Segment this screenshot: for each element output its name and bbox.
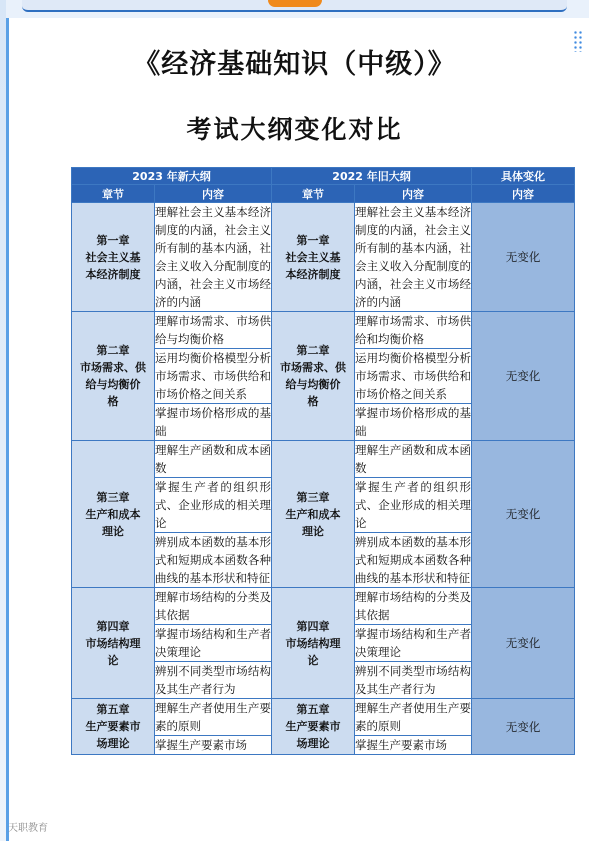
new-content-cell: 理解生产者使用生产要素的原则 (155, 699, 272, 736)
chapter-name-line: 生产要素市 (285, 720, 341, 733)
old-chapter-name (272, 203, 355, 312)
table-body (72, 203, 575, 755)
chapter-name-line: 理论 (102, 524, 124, 538)
top-band (0, 0, 589, 18)
chapter-name-line: 论 (107, 653, 119, 667)
new-content-cell: 辨别不同类型市场结构及其生产者行为 (155, 662, 272, 699)
chapter-name-line: 市场需求、供 (80, 361, 146, 374)
old-chapter-name (272, 699, 355, 755)
chapter-name-line: 第四章 (96, 619, 130, 633)
old-content-cell: 辨别成本函数的基本形式和短期成本函数各种曲线的基本形状和特征 (355, 533, 472, 588)
chapter-name-line: 第五章 (296, 703, 330, 716)
old-content-cell: 掌握生产者的组织形式、企业形成的相关理论 (355, 478, 472, 533)
chapter-name-line: 第三章 (296, 490, 330, 504)
chapter-name-line: 生产和成本 (285, 507, 341, 521)
chapter-name-line: 市场结构理 (285, 636, 341, 650)
old-chapter-name (272, 312, 355, 441)
chapter-name-line: 本经济制度 (85, 267, 141, 281)
new-chapter-name (72, 203, 155, 312)
new-chapter-name (72, 312, 155, 441)
chapter-name-line: 第五章 (96, 703, 130, 716)
outline-comparison-table (71, 167, 575, 755)
table-row (72, 699, 575, 736)
header-old-content: 内容 (355, 185, 472, 203)
chapter-name-line: 本经济制度 (285, 267, 341, 281)
new-content-cell: 辨别成本函数的基本形式和短期成本函数各种曲线的基本形状和特征 (155, 533, 272, 588)
table-row (72, 312, 575, 349)
chapter-name-line: 论 (307, 653, 319, 667)
document-subtitle: 考试大纲变化对比 (186, 115, 403, 144)
new-content-cell: 理解市场结构的分类及其依据 (155, 588, 272, 625)
new-content-cell: 理解社会主义基本经济制度的内涵，社会主义所有制的基本内涵，社会主义收入分配制度的内涵，社会主义市场经济的内涵 (155, 203, 272, 312)
header-old-chapter: 章节 (272, 185, 355, 203)
header-change-content: 内容 (472, 185, 575, 203)
chapter-name-line: 市场需求、供 (280, 361, 347, 374)
new-content-cell: 运用均衡价格模型分析市场需求、市场供给和市场价格之间关系 (155, 349, 272, 404)
old-content-cell: 辨别不同类型市场结构及其生产者行为 (355, 662, 472, 699)
chapter-name-line: 场理论 (96, 737, 130, 750)
new-content-cell: 掌握市场价格形成的基础 (155, 404, 272, 441)
old-chapter-name (272, 441, 355, 588)
chapter-name-line: 生产和成本 (85, 507, 141, 521)
top-orange-tab (268, 0, 322, 7)
new-content-cell: 掌握生产要素市场 (155, 736, 272, 755)
new-content-cell: 掌握市场结构和生产者决策理论 (155, 625, 272, 662)
change-cell: 无变化 (472, 441, 575, 588)
old-content-cell: 理解市场结构的分类及其依据 (355, 588, 472, 625)
chapter-name-line: 生产要素市 (85, 720, 141, 733)
chapter-name-line: 格 (107, 395, 119, 408)
table-header-row-2 (72, 185, 575, 203)
change-cell: 无变化 (472, 588, 575, 699)
table-header-row-1 (72, 168, 575, 185)
change-cell: 无变化 (472, 203, 575, 312)
old-content-cell: 理解生产者使用生产要素的原则 (355, 699, 472, 736)
header-new-outline: 2023 年新大纲 (72, 168, 272, 185)
new-content-cell: 理解生产函数和成本函数 (155, 441, 272, 478)
chapter-name-line: 第三章 (96, 490, 130, 504)
old-content-cell: 掌握市场价格形成的基础 (355, 404, 472, 441)
new-chapter-name (72, 699, 155, 755)
table-row (72, 588, 575, 625)
chapter-name-line: 第一章 (96, 233, 130, 247)
chapter-name-line: 格 (307, 395, 319, 408)
header-change: 具体变化 (472, 168, 575, 185)
chapter-name-line: 社会主义基 (285, 250, 341, 264)
change-cell: 无变化 (472, 699, 575, 755)
chapter-name-line: 给与均衡价 (285, 378, 341, 391)
watermark: 天职教育 (8, 823, 48, 834)
change-cell: 无变化 (472, 312, 575, 441)
old-content-cell: 运用均衡价格模型分析市场需求、市场供给和市场价格之间关系 (355, 349, 472, 404)
old-content-cell: 理解社会主义基本经济制度的内涵，社会主义所有制的基本内涵，社会主义收入分配制度的内涵，社会主义市场经济的内涵 (355, 203, 472, 312)
chapter-name-line: 第一章 (296, 233, 330, 247)
chapter-name-line: 第二章 (96, 344, 130, 357)
new-chapter-name (72, 441, 155, 588)
chapter-name-line: 社会主义基 (85, 250, 141, 264)
header-new-content: 内容 (155, 185, 272, 203)
table-row (72, 203, 575, 312)
old-content-cell: 掌握市场结构和生产者决策理论 (355, 625, 472, 662)
chapter-name-line: 场理论 (296, 737, 330, 750)
old-content-cell: 理解生产函数和成本函数 (355, 441, 472, 478)
old-chapter-name (272, 588, 355, 699)
new-chapter-name (72, 588, 155, 699)
new-content-cell: 掌握生产者的组织形式、企业形成的相关理论 (155, 478, 272, 533)
chapter-name-line: 第二章 (296, 344, 330, 357)
new-content-cell: 理解市场需求、市场供给与均衡价格 (155, 312, 272, 349)
chapter-name-line: 市场结构理 (85, 636, 141, 650)
table-row (72, 441, 575, 478)
chapter-name-line: 第四章 (296, 619, 330, 633)
header-old-outline: 2022 年旧大纲 (272, 168, 472, 185)
header-new-chapter: 章节 (72, 185, 155, 203)
chapter-name-line: 理论 (302, 524, 325, 538)
old-content-cell: 理解市场需求、市场供给和均衡价格 (355, 312, 472, 349)
chapter-name-line: 给与均衡价 (85, 378, 141, 391)
old-content-cell: 掌握生产要素市场 (355, 736, 472, 755)
document-title: 《经济基础知识（中级）》 (133, 49, 456, 80)
